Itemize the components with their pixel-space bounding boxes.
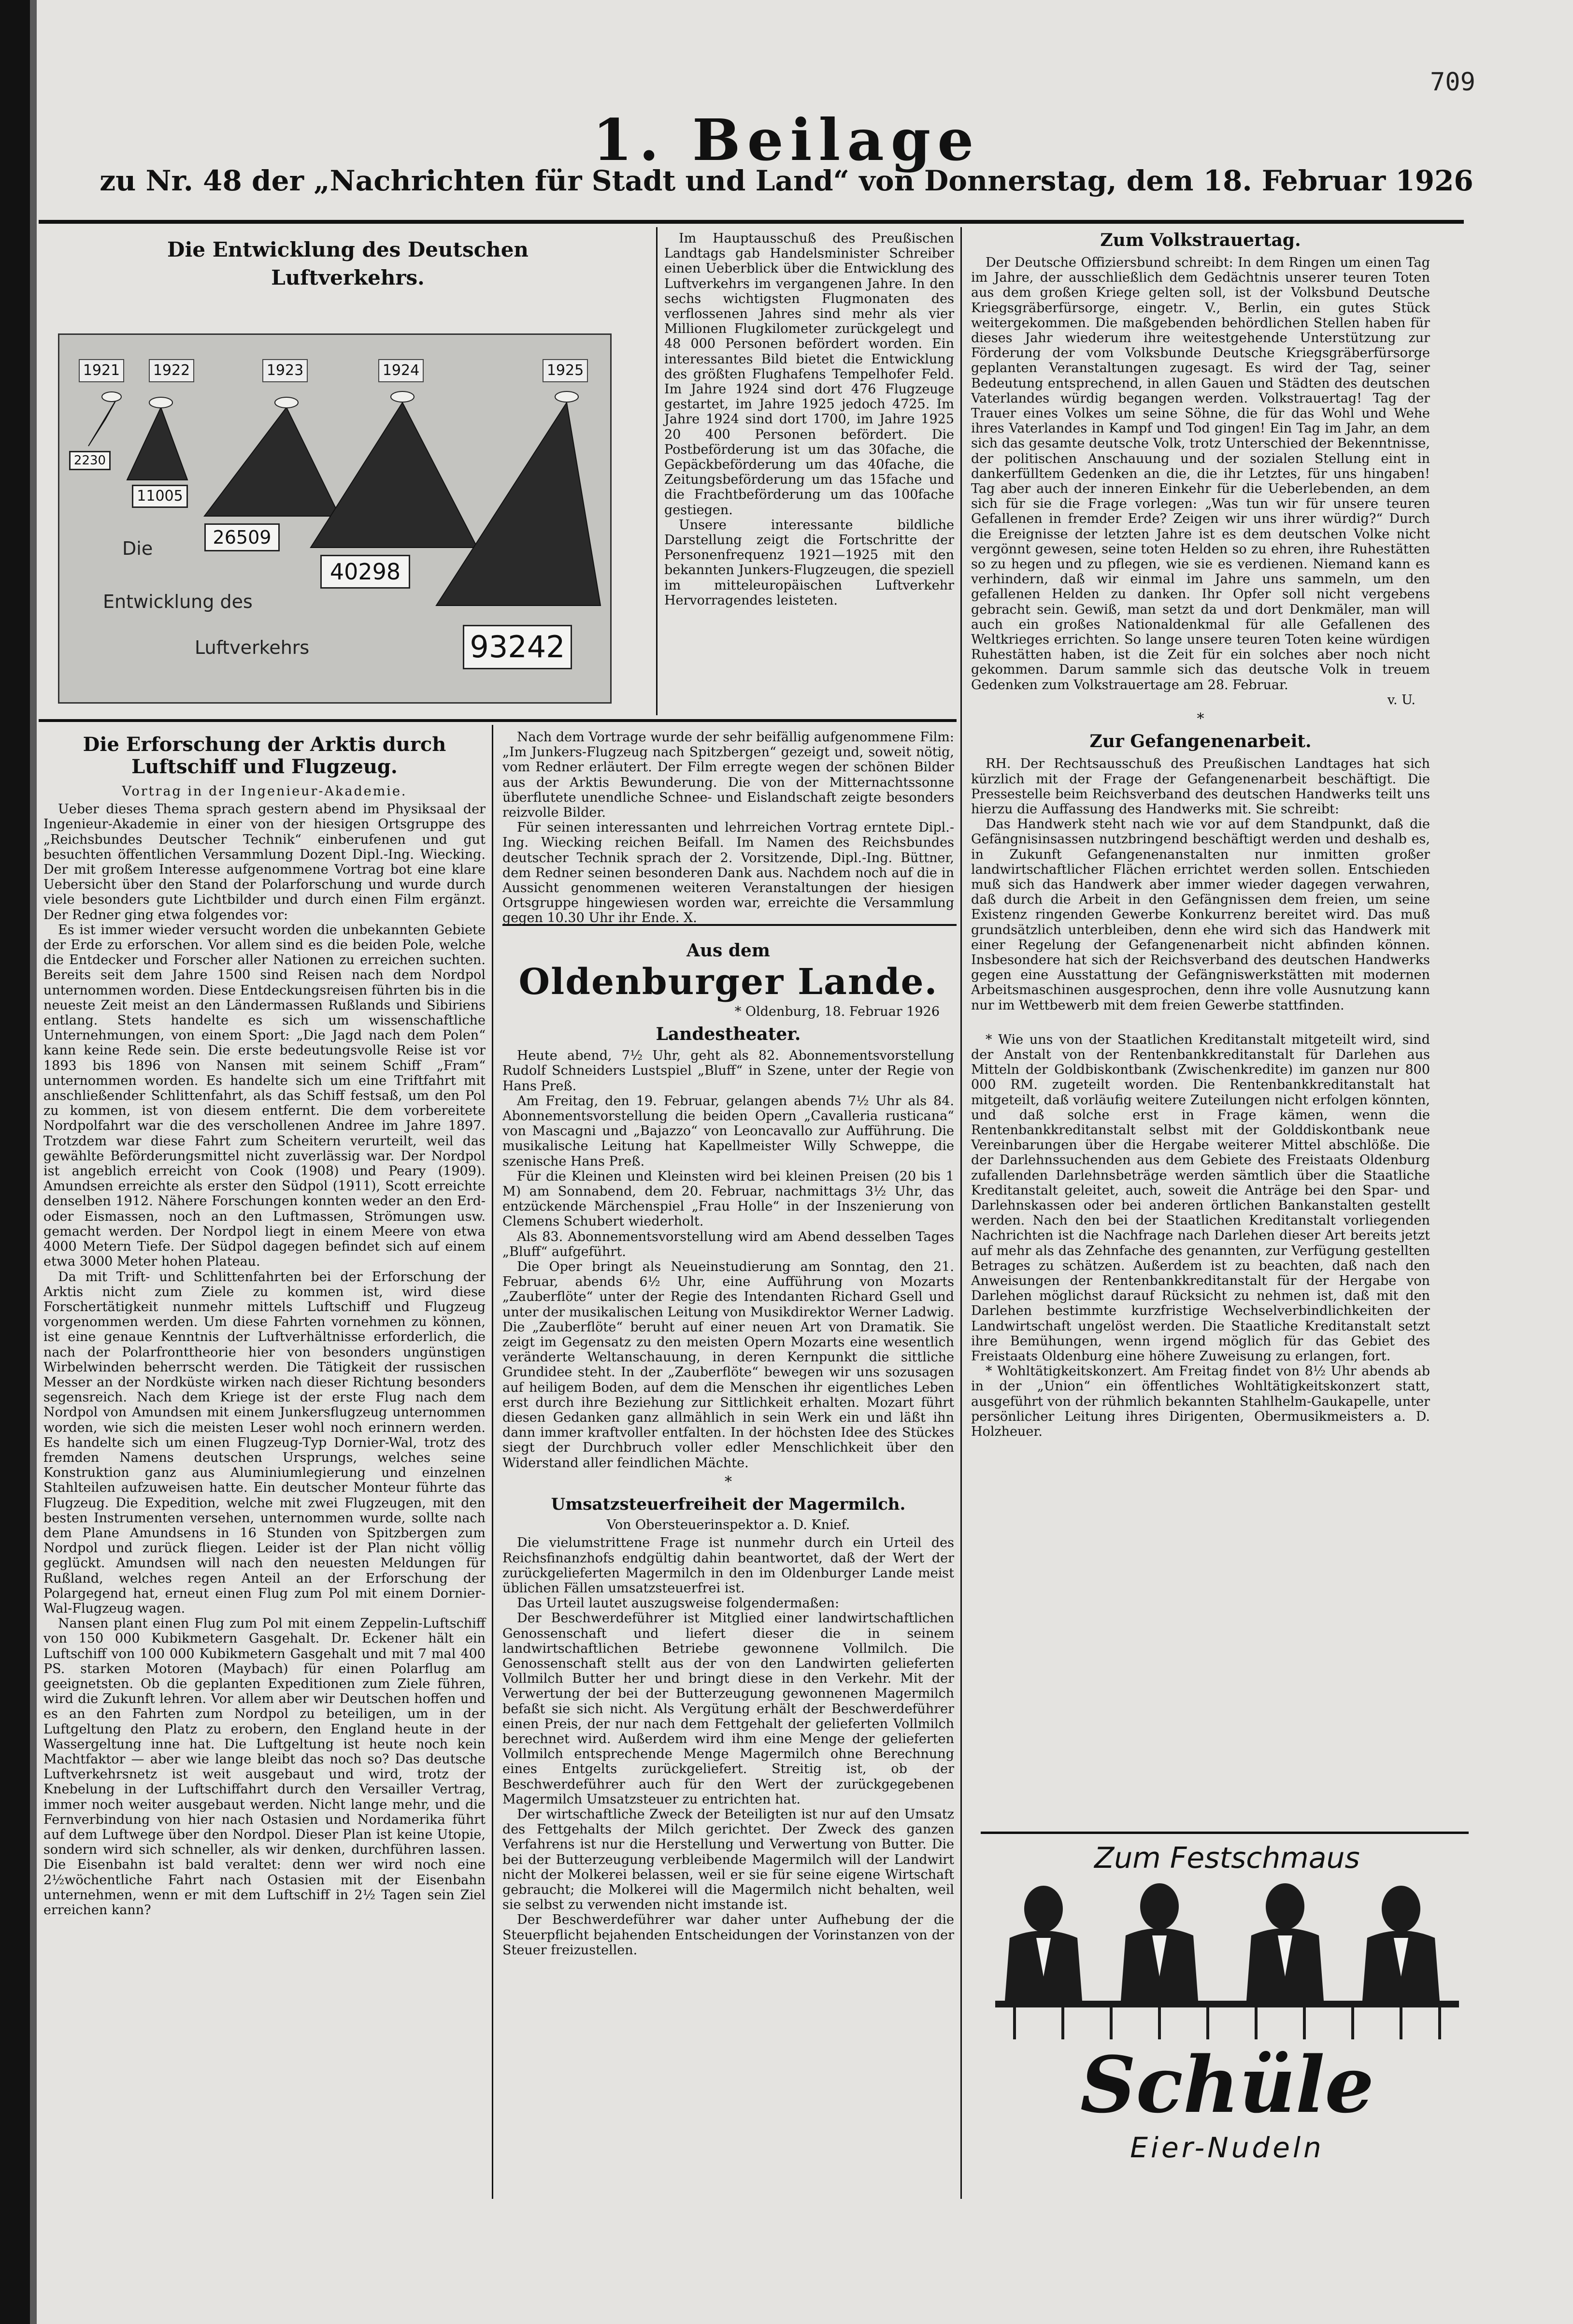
column-rule-1 xyxy=(492,725,493,2199)
advert-rule xyxy=(981,1832,1469,1834)
gefangenenarbeit-p1: RH. Der Rechtsausschuß des Preußischen Landtages hat sich kürzlich mit der Frage der Gefangenenarbeit beschäftigt. Die Pressestelle beim Reichsverband des deutschen Handwerks teilt uns hierzu die Auffassung des Handwerks mit. Sie schreibt: xyxy=(971,756,1430,817)
advert-product: Eier-Nudeln xyxy=(1130,2131,1324,2164)
arktis-article-col2 xyxy=(502,730,954,926)
oldenburg-title: Oldenburger Lande. xyxy=(518,961,938,1003)
section-divider-star-2: * xyxy=(1197,710,1204,728)
theater-p3: Für die Kleinen und Kleinsten wird bei kleinen Preisen (20 bis 1 M) am Sonnabend, dem 20. Februar, nachmittags 3½ Uhr, das entzückende Märchenspiel „Frau Holle“ in der Inszenierung von Clemens Schubert wiederholt. xyxy=(502,1169,954,1229)
year-label-1925: 1925 xyxy=(543,359,588,382)
luftverkehr-p1: Im Hauptausschuß des Preußischen Landtags gab Handelsminister Schreiber einen Ueberblick über die Entwicklung des Luftverkehrs im vergangenen Jahre. In den sechs wichtigsten Flugmonaten des verflossenen Jahres sind mehr als vier Millionen Flugkilometer zurückgelegt und 48 000 Personen befördert worden. Ein interessantes Bild bietet die Entwicklung des größten Flughafens Tempelhofer Feld. Im Jahre 1924 sind dort 476 Flugzeuge gestartet, im Jahre 1925 jedoch 4725. Im Jahre 1924 sind dort 1700, im Jahre 1925 20 400 Personen befördert. Die Postbeförderung ist um das 30fache, die Gepäckbeförderung um das 40fache, die Zeitungsbeförderung um das 15fache und die Frachtbeförderung um das 100fache gestiegen. xyxy=(664,231,954,518)
gefangenenarbeit-heading: Zur Gefangenenarbeit. xyxy=(1089,731,1312,752)
magermilch-p1: Die vielumstrittene Frage ist nunmehr durch ein Urteil des Reichsfinanzhofs endgültig dahin beantwortet, daß der Wert der zurückgelieferten Magermilch in den im Oldenburger Lande meist üblichen Fällen umsatzsteuerfrei ist. xyxy=(502,1535,954,1596)
arktis-heading: Die Erforschung der Arktis durch Luftschiff und Flugzeug. xyxy=(83,733,446,778)
oldenburg-kicker: Aus dem xyxy=(686,940,771,961)
theater-p5: Die Oper bringt als Neueinstudierung am Sonntag, den 21. Februar, abends 6½ Uhr, eine Aufführung von Mozarts „Zauberflöte“ unter der Regie des Intendanten Richard Gsell und unter der musikalischen Leitung von Musikdirektor Werner Ladwig. Die „Zauberflöte“ beruht auf einer neuen Art von Dramatik. Sie zeigt im Gegensatz zu den meisten Opern Mozarts eine wesentlich veränderte Weltanschauung, in deren Kernpunkt die sittliche Grundidee steht. In der „Zauberflöte“ bewegen wir uns sozusagen auf heiligem Boden, auf dem die Menschen ihr eigentliches Leben erst durch ihre Beziehung zur Sittlichkeit erhalten. Mozart führt diesen Gedanken ganz allmählich in sein Werk ein und läßt ihn dann immer kraftvoller entfalten. In der höchsten Idee des Stückes siegt der Durchbruch voller edler Menschlichkeit über den Widerstand aller feindlichen Mächte. xyxy=(502,1259,954,1471)
cone-1925 xyxy=(436,403,601,606)
schuele-advert xyxy=(986,1841,1469,2189)
year-label-1923: 1923 xyxy=(262,359,308,382)
chart-caption-1: Die xyxy=(122,538,153,559)
arktis-p5: Nach dem Vortrage wurde der sehr beifällig aufgenommene Film: „Im Junkers-Flugzeug nach Spitzbergen“ gezeigt und, soweit nötig, vom Redner erläutert. Der Film erregte wegen der schönen Bilder aus der Arktis Bewunderung. Die von der Mitternachtssonne überflutete unendliche Schnee- und Eislandschaft zeigte besonders reizvolle Bilder. xyxy=(502,730,954,821)
arktis-p4: Nansen plant einen Flug zum Pol mit einem Zeppelin-Luftschiff von 150 000 Kubikmetern Gasgehalt. Dr. Eckener hält ein Luftschiff von 100 000 Kubikmetern Gasgehalt und mit 7 mal 400 PS. starken Motoren (Maybach) für einen Polarflug am geeignetsten. Ob die geplanten Expeditionen zum Ziele führen, wird die Zukunft lehren. Vor allem aber wir Deutschen hoffen und es an den Fahrten zum Nordpol zu beteiligen, um in der Luftgeltung den Platz zu erobern, den England heute in der Wassergeltung inne hat. Die Luftgeltung ist heute noch kein Machtfaktor — aber wie lange bleibt das noch so? Das deutsche Luftverkehrsnetz ist weit ausgebaut und wird, trotz der Knebelung in der Luftschiffahrt durch den Versailler Vertrag, immer noch weiter ausgebaut werden. Nicht lange mehr, und die Fernverbindung von hier nach Ostasien und Nordamerika führt auf dem Luftwege über den Nordpol. Dieser Plan ist keine Utopie, sondern wird sich schneller, als wir denken, durchführen lassen. Die Eisenbahn ist bald veraltet: denn wer wird noch eine 2½wöchentliche Fahrt nach Ostasien mit der Eisenbahn unternehmen, wenn er mit dem Luftschiff in 2½ Tagen sein Ziel erreichen kann? xyxy=(43,1616,486,1918)
section-divider-star: * xyxy=(725,1473,732,1490)
chart-caption-2: Entwicklung des xyxy=(103,591,253,612)
magermilch-heading: Umsatzsteuerfreiheit der Magermilch. xyxy=(551,1495,906,1515)
cone-1921 xyxy=(88,398,117,446)
luftverkehr-heading: Die Entwicklung des Deutschen Luftverkehrs. xyxy=(167,238,529,289)
cone-1922 xyxy=(127,407,187,480)
year-label-1924: 1924 xyxy=(378,359,424,382)
value-1922: 11005 xyxy=(132,485,188,508)
theater-p1: Heute abend, 7½ Uhr, geht als 82. Abonnementsvorstellung Rudolf Schneiders Lustspiel „Bluff“ in Szene, unter der Regie von Hans Preß. xyxy=(502,1048,954,1094)
masthead-rule xyxy=(39,220,1464,224)
lamp-1925 xyxy=(555,391,578,402)
column-rule-3 xyxy=(656,227,658,715)
arktis-p6: Für seinen interessanten und lehrreichen Vortrag erntete Dipl.-Ing. Wiecking reichen Beifall. Im Namen des Reichsbundes deutscher Technik sprach der 2. Vorsitzende, Dipl.-Ing. Büttner, dem Redner seinen besonderen Dank aus. Nachdem noch auf die in Aussicht genommenen weiteren Veranstaltungen der hiesigen Ortsgruppe hingewiesen worden war, erreichte die Versammlung gegen 10.30 Uhr ihr Ende. X. xyxy=(502,820,954,926)
value-1921: 2230 xyxy=(69,451,111,470)
landestheater-heading: Landestheater. xyxy=(656,1024,801,1045)
volkstrauertag-heading: Zum Volkstrauertag. xyxy=(1100,230,1301,250)
supplement-title: 1. Beilage xyxy=(592,106,981,173)
advert-tagline: Zum Festschmaus xyxy=(1094,1841,1360,1875)
lamp-1923 xyxy=(275,397,298,408)
section-rule-left xyxy=(39,719,957,722)
arktis-p1: Ueber dieses Thema sprach gestern abend im Physiksaal der Ingenieur-Akademie in einer von der hiesigen Ortsgruppe des „Reichsbundes Deutscher Technik“ einberufenen und gut besuchten öffentlichen Versammlung Dozent Dipl.-Ing. Wiecking. Der mit großem Interesse aufgenommene Vortrag bot eine klare Uebersicht über den Stand der Polarforschung und wurde durch viele besonders gute Lichtbilder und durch einen Film ergänzt. Der Redner ging etwa folgendes vor: xyxy=(43,802,486,923)
value-1923: 26509 xyxy=(204,523,280,551)
year-label-1922: 1922 xyxy=(149,359,194,382)
lamp-1922 xyxy=(149,397,172,408)
luftverkehr-chart xyxy=(58,333,612,704)
volkstrauertag-signature: v. U. xyxy=(1387,692,1416,707)
theater-p4: Als 83. Abonnementsvorstellung wird am Abend desselben Tages „Bluff“ aufgeführt. xyxy=(502,1229,954,1259)
supplement-subtitle: zu Nr. 48 der „Nachrichten für Stadt und Land“ von Donnerstag, dem 18. Februar 1926 xyxy=(100,164,1473,197)
chart-caption-3: Luftverkehrs xyxy=(195,637,310,658)
magermilch-p5: Der Beschwerdeführer war daher unter Aufhebung der die Steuerpflicht bejahenden Entscheidungen der Vorinstanzen von der Steuer freizustellen. xyxy=(502,1912,954,1958)
year-label-1921: 1921 xyxy=(79,359,124,382)
binding-shadow xyxy=(30,0,37,2324)
value-1924: 40298 xyxy=(320,555,410,589)
oldenburg-section xyxy=(502,938,954,2204)
cone-1924 xyxy=(311,403,477,548)
arktis-p3: Da mit Trift- und Schlittenfahrten bei der Erforschung der Arktis nicht zum Ziele zu kommen ist, wird diese Forschertätigkeit nunmehr mittels Luftschiff und Flugzeug vorgenommen werden. Um diese Fahrten vornehmen zu können, ist eine genaue Kenntnis der Luftverhältnisse erforderlich, die nach der Polarfronttheorie hier von besonders ungünstigen Wirbelwinden beherrscht werden. Die Tätigkeit der russischen Messer an der Nordküste wirken nach dieser Richtung besonders segensreich. Nach dem Kriege ist der erste Flug nach dem Nordpol von Amundsen mit einem Junkersflugzeug unternommen worden, wie sich die meisten Leser wohl noch erinnern werden. Es handelte sich um einen Flugzeug-Typ Dornier-Wal, trotz des fremden Namens deutschen Ursprungs, welches seine Konstruktion ganz aus Aluminiumlegierung und einzelnen Stahlteilen aufzuweisen hatte. Ein deutscher Monteur führte das Flugzeug. Die Expedition, welche mit zwei Flugzeugen, mit den besten Instrumenten versehen, unternommen wurde, sollte nach dem Plane Amundsens in 16 Stunden von Spitzbergen zum Nordpol und zurück fliegen. Leider ist der Plan nicht völlig geglückt. Amundsen will nach den neuesten Meldungen für Rußland, welches regen Anteil an der Erforschung der Polargegend hat, erneut einen Flug zum Pol mit einem Dornier-Wal-Flugzeug wagen. xyxy=(43,1269,486,1616)
arktis-article-col1 xyxy=(43,730,486,2204)
advert-brand: Schüle xyxy=(1080,2039,1374,2130)
binding-edge xyxy=(0,0,30,2324)
magermilch-p3: Der Beschwerdeführer ist Mitglied einer landwirtschaftlichen Genossenschaft und liefert dieser die in seinem landwirtschaftlichen Betriebe gewonnene Vollmilch. Die Genossenschaft stellt aus der von den Landwirten gelieferten Vollmilch Butter her und bringt diese in den Verkehr. Mit der Verwertung der bei der Butterzeugung gewonnenen Magermilch befaßt sie sich nicht. Als Vergütung erhält der Beschwerdeführer einen Preis, der nur nach dem Fettgehalt der gelieferten Vollmilch berechnet wird. Außerdem wird ihm eine Menge der gelieferten Vollmilch entsprechende Menge Magermilch ohne Berechnung eines Entgelts zurückgeliefert. Streitig ist, ob der Beschwerdeführer auch für den Wert der zurückgegebenen Magermilch Umsatzsteuer zu entrichten hat. xyxy=(502,1611,954,1807)
right-column xyxy=(971,227,1430,1827)
luftverkehr-heading-box xyxy=(43,232,652,309)
magermilch-p2: Das Urteil lautet auszugsweise folgendermaßen: xyxy=(517,1596,840,1611)
arktis-subheading: Vortrag in der Ingenieur-Akademie. xyxy=(122,784,407,799)
theater-p2: Am Freitag, den 19. Februar, gelangen abends 7½ Uhr als 84. Abonnementsvorstellung die beiden Opern „Cavalleria rusticana“ von Mascagni und „Bajazzo“ von Leoncavallo zur Aufführung. Die musikalische Leitung hat Kapellmeister Willy Schweppe, die szenische Hans Preß. xyxy=(502,1093,954,1169)
magermilch-author: Von Obersteuerinspektor a. D. Knief. xyxy=(606,1517,850,1533)
oldenburg-dateline: * Oldenburg, 18. Februar 1926 xyxy=(734,1004,940,1019)
cone-1923 xyxy=(204,407,340,516)
kreditanstalt-p1: * Wie uns von der Staatlichen Kreditanstalt mitgeteilt wird, sind der Anstalt von der Rentenbankkreditanstalt für Darlehen aus Mitteln der Goldbiskontbank (Zwischenkredite) im ganzen nur 800 000 RM. zugeteilt worden. Die Rentenbankkreditanstalt hat mitgeteilt, daß vorläufig weitere Zuteilungen nicht erfolgen könnten, und daß solche erst in Frage kämen, wenn die Rentenbankkreditanstalt selbst mit der Golddiskontbank neue Vereinbarungen über die Hergabe weiterer Mittel abschlöße. Die der Darlehnssuchenden aus dem Gebiete des Freistaats Oldenburg zufallenden Darlehnsbeträge werden sämtlich über die Staatliche Kreditanstalt geleitet, auch, soweit die Anträge bei den Spar- und Darlehnskassen oder bei anderen örtlichen Bankanstalten gestellt werden. Nach den bei der Staatlichen Kreditanstalt vorliegenden Nachrichten ist die Nachfrage nach Darlehen dieser Art bereits jetzt auf mehr als das Zehnfache des genannten, zur Verfügung gestellten Betrages zu schätzen. Außerdem ist zu beachten, daß nach den Anweisungen der Rentenbankkreditanstalt für der Hergabe von Darlehen möglichst darauf Rücksicht zu nehmen ist, daß mit den Darlehen bestimmte kurzfristige Wechselverbindlichkeiten der Landwirtschaft ungelöst werden. Die Staatliche Kreditanstalt setzt ihre Bemühungen, wenn irgend möglich für das Gebiet des Freistaats Oldenburg eine höhere Zuweisung zu erlangen, fort. xyxy=(971,1032,1430,1364)
volkstrauertag-p1: Der Deutsche Offiziersbund schreibt: In dem Ringen um einen Tag im Jahre, der ausschließlich dem Gedächtnis unserer teuren Toten aus dem großen Kriege gelten soll, ist der Volksbund Deutsche Kriegsgräberfürsorge, eingetr. V., Berlin, ein gutes Stück weitergekommen. Die maßgebenden behördlichen Stellen haben für dieses Jahr wiederum ihre weitestgehende Unterstützung zur Förderung der vom Volksbunde Deutsche Kriegsgräberfürsorge geplanten Veranstaltungen zugesagt. Es wird der Tag, seiner Bedeutung entsprechend, in allen Gauen und Städten des deutschen Vaterlandes würdig begangen werden. Volkstrauertag! Tag der Trauer eines Volkes um seine Söhne, die für das Wohl und Wehe ihres Vaterlandes in Kampf und Tod gingen! Ein Tag im Jahr, an dem sich das gesamte deutsche Volk, trotz Unterschied der Bekenntnisse, der politischen Anschauung und der sozialen Stellung eint in dankerfülltem Gedenken an die, die ihr Letztes, für uns hingaben! Tag aber auch der inneren Einkehr für die Ueberlebenden, an dem sich für sie die Frage vorlegen: „Was tun wir für unsere teuren Gefallenen in fremder Erde? Zeigen wir uns ihrer würdig?“ Durch die Ereignisse der letzten Jahre ist es dem deutschen Volke nicht vergönnt gewesen, seine toten Helden so zu ehren, ihre Ruhestätten so zu hegen und zu pflegen, wie sie es verdienen. Niemand kann es verhindern, daß wir einmal im Jahre uns sammeln, um den gefallenen Helden zu danken. Ihr Opfer soll nicht vergebens gebracht sein. Gewiß, man setzt da und dort Denkmäler, man will auch ein großes Nationaldenkmal für alle Gefallenen des Weltkrieges errichten. So lange unsere teuren Toten keine würdigen Ruhestätten haben, ist die Zeit für ein solches aber noch nicht gekommen. Darum sammle sich das deutsche Volk in treuem Gedenken zum Volkstrauertage am 28. Februar. xyxy=(971,255,1430,693)
arktis-p2: Es ist immer wieder versucht worden die unbekannten Gebiete der Erde zu erforschen. Vor allem sind es die beiden Pole, welche die Entdecker und Forscher aller Nationen zu erreichen suchten. Bereits seit dem Jahre 1500 sind Reisen nach dem Nordpol unternommen worden. Diese Entdeckungsreisen führten bis in die neueste Zeit meist an den Ländermassen Rußlands und Sibiriens entlang. Stets handelte es sich um wissenschaftliche Unternehmungen, von einem Sport: „Die Jagd nach dem Polen“ kann keine Rede sein. Die erste bedeutungsvolle Reise ist vor 1893 bis 1896 von Nansen mit seinem Schiff „Fram“ unternommen worden. Es handelte sich um eine Triftfahrt mit anschließender Schlittenfahrt, als das Schiff festsaß, um den Pol zu kommen, ist von diesem entfernt. Die dem vorbereitete Nordpolfahrt war die des verschollenen Andree im Jahre 1897. Trotzdem war diese Fahrt zum Scheitern verurteilt, weil das gewählte Beförderungsmittel nicht zuverlässig war. Der Nordpol ist angeblich erreicht von Cook (1908) und Peary (1909). Amundsen erreichte als erster den Südpol (1911), Scott erreichte denselben 1912. Nähere Forschungen konnten weder an den Erd- oder Eismassen, noch an den Luftmassen, Strömungen usw. gemacht werden. Der Nordpol liegt in einem Meere von etwa 4000 Metern Tiefe. Der Südpol dagegen befindet sich auf einem etwa 3000 Meter hohen Plateau. xyxy=(43,922,486,1270)
luftverkehr-p2: Unsere interessante bildliche Darstellung zeigt die Fortschritte der Personenfrequenz 1921—1925 mit den bekannten Junkers-Flugzeugen, die speziell im mitteleuropäischen Luftverkehr Hervorragendes leisteten. xyxy=(664,517,954,608)
column-rule-2 xyxy=(960,227,962,2199)
magermilch-p4: Der wirtschaftliche Zweck der Beteiligten ist nur auf den Umsatz des Fettgehalts der Milch gerichtet. Der Zweck des ganzen Verfahrens ist nur die Herstellung und Verwertung von Butter. Die bei der Butterzeugung verbleibende Magermilch will der Landwirt nicht der Molkerei belassen, weil er sie für seine eigene Wirtschaft gebraucht; die Molkerei will die Magermilch nicht behalten, weil sie selbst zu verwenden nicht imstande ist. xyxy=(502,1806,954,1913)
lamp-1921 xyxy=(102,392,121,402)
value-1925: 93242 xyxy=(463,625,572,669)
gefangenenarbeit-p2: Das Handwerk steht nach wie vor auf dem Standpunkt, daß die Gefängnisinsassen nutzbringend beschäftigt werden und deshalb es, in Zukunft Gefangenenanstalten nur inmitten großer landwirtschaftlicher Flächen errichtet werden sollen. Entschieden muß sich das Handwerk aber immer wieder dagegen verwahren, daß durch die Arbeit in den Gefängnissen dem freien, um seine Existenz ringenden Gewerbe Konkurrenz bereitet wird. Das muß grundsätzlich unterbleiben, denn ehe wird sich das Handwerk mit einer Regelung der Gefangenenarbeit nicht abfinden können. Insbesondere hat sich der Reichsverband des deutschen Handwerks gegen eine Ausstattung der Gefängniswerkstätten mit modernen Arbeitsmaschinen ausgesprochen, denn ihre volle Ausnutzung kann nur im Wettbewerb mit dem freien Gewerbe stattfinden. xyxy=(971,817,1430,1013)
luftverkehr-article xyxy=(664,231,954,714)
lamp-1924 xyxy=(391,391,414,402)
page-number: 709 xyxy=(1430,68,1475,97)
konzert-p1: * Wohltätigkeitskonzert. Am Freitag findet von 8½ Uhr abends ab in der „Union“ ein öffentliches Wohltätigkeitskonzert statt, ausgeführt von der rühmlich bekannten Stahlhelm-Gaukapelle, unter persönlicher Leitung ihres Dirigenten, Obermusikmeisters a. D. Holzheuer. xyxy=(971,1364,1430,1440)
